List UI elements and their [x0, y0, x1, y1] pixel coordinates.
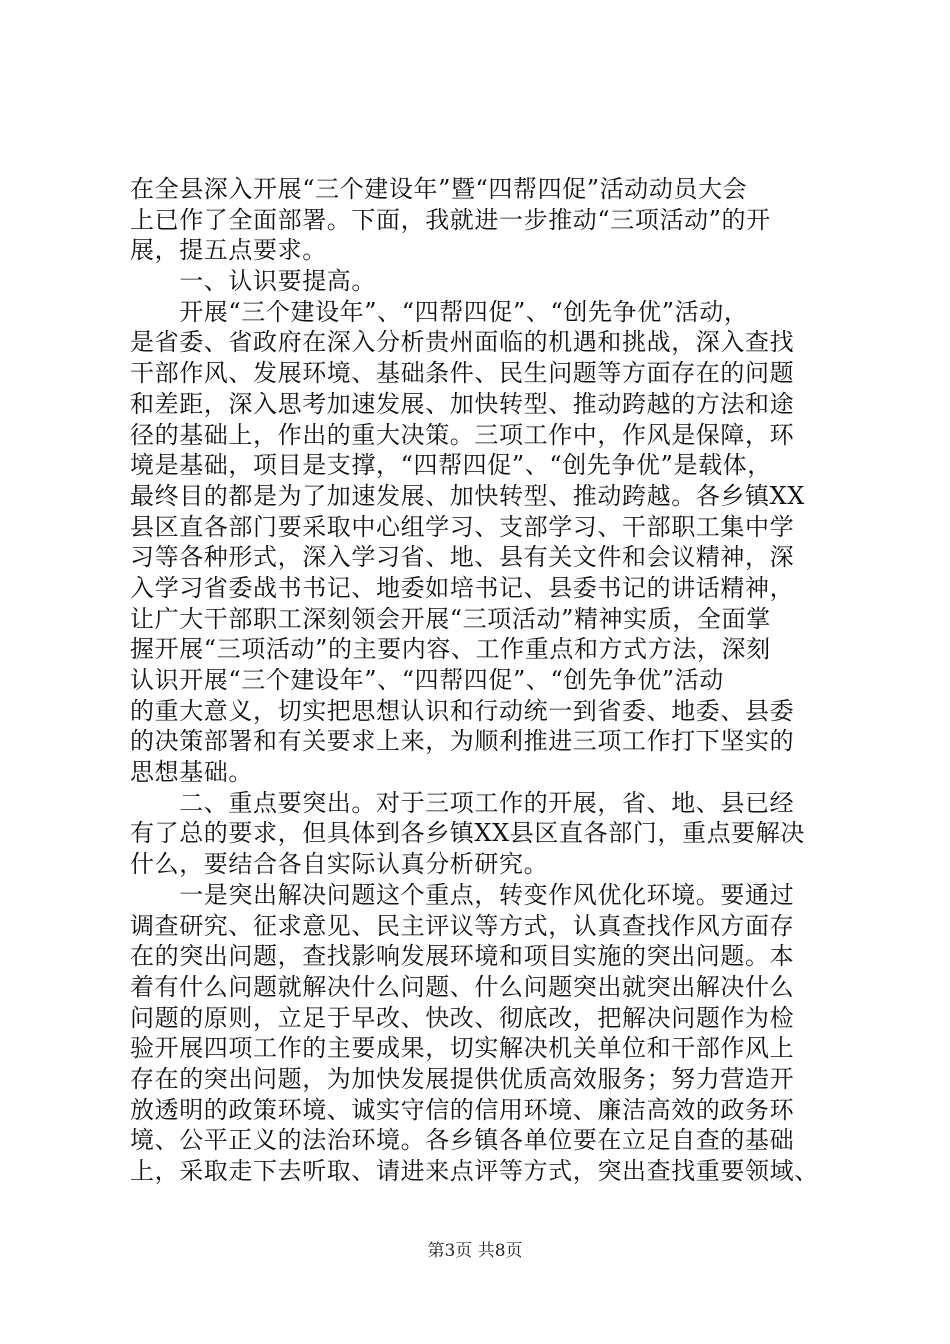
- text-line: 是省委、省政府在深入分析贵州面临的机遇和挑战，深入查找: [130, 328, 795, 357]
- text-line: 握开展“三项活动”的主要内容、工作重点和方式方法，深刻: [130, 635, 771, 664]
- text-line: 上，采取走下去听取、请进来点评等方式，突出查找重要领域、: [130, 1157, 819, 1185]
- text-line: 有了总的要求，但具体到各乡镇XX县区直各部门，重点要解决: [130, 819, 805, 848]
- text-line: 干部作风、发展环境、基础条件、民生问题等方面存在的问题: [130, 359, 795, 388]
- text-line: 思想基础。: [130, 758, 253, 787]
- text-line: 和差距，深入思考加速发展、加快转型、推动跨越的方法和途: [130, 389, 795, 418]
- text-line: 放透明的政策环境、诚实守信的信用环境、廉洁高效的政务环: [130, 1095, 795, 1124]
- page-footer: 第3页 共8页: [427, 1241, 523, 1261]
- text-line: 入学习省委战书书记、地委如培书记、县委书记的讲话精神，: [130, 573, 795, 602]
- text-line: 在全县深入开展“三个建设年”暨“四帮四促”活动动员大会: [130, 175, 748, 203]
- text-line: 存在的突出问题，为加快发展提供优质高效服务；努力营造开: [130, 1064, 795, 1093]
- text-line: 在的突出问题，查找影响发展环境和项目实施的突出问题。本: [130, 942, 795, 971]
- text-line: 二、重点要突出。对于三项工作的开展，省、地、县已经: [130, 788, 795, 817]
- text-line: 问题的原则，立足于早改、快改、彻底改，把解决问题作为检: [130, 1003, 795, 1032]
- text-line: 径的基础上，作出的重大决策。三项工作中，作风是保障，环: [130, 420, 795, 449]
- text-line: 展，提五点要求。: [130, 236, 327, 265]
- text-line: 的重大意义，切实把思想认识和行动统一到省委、地委、县委: [130, 696, 795, 725]
- text-line: 什么，要结合各自实际认真分析研究。: [130, 850, 549, 879]
- text-line: 验开展四项工作的主要成果，切实解决机关单位和干部作风上: [130, 1034, 795, 1063]
- text-line: 调查研究、征求意见、民主评议等方式，认真查找作风方面存: [130, 911, 795, 940]
- text-line: 着有什么问题就解决什么问题、什么问题突出就突出解决什么: [130, 972, 795, 1001]
- text-line: 上已作了全面部署。下面，我就进一步推动“三项活动”的开: [130, 205, 771, 234]
- body-text: [130, 174, 850, 1187]
- text-line: 让广大干部职工深刻领会开展“三项活动”精神实质，全面掌: [130, 604, 771, 633]
- text-line: 一是突出解决问题这个重点，转变作风优化环境。要通过: [130, 880, 795, 909]
- text-line: 开展“三个建设年”、“四帮四促”、“创先争优”活动，: [130, 297, 749, 326]
- text-line: 的决策部署和有关要求上来，为顺利推进三项工作打下坚实的: [130, 727, 795, 756]
- text-line: 认识开展“三个建设年”、“四帮四促”、“创先争优”活动: [130, 666, 724, 694]
- text-line: 一、认识要提高。: [130, 267, 376, 296]
- text-line: 境、公平正义的法治环境。各乡镇各单位要在立足自查的基础: [130, 1126, 795, 1155]
- text-line: 习等各种形式，深入学习省、地、县有关文件和会议精神，深: [130, 543, 795, 572]
- text-line: 境是基础，项目是支撑，“四帮四促”、“创先争优”是载体，: [130, 451, 772, 480]
- text-line: 县区直各部门要采取中心组学习、支部学习、干部职工集中学: [130, 512, 795, 541]
- text-line: 最终目的都是为了加速发展、加快转型、推动跨越。各乡镇XX: [130, 481, 805, 510]
